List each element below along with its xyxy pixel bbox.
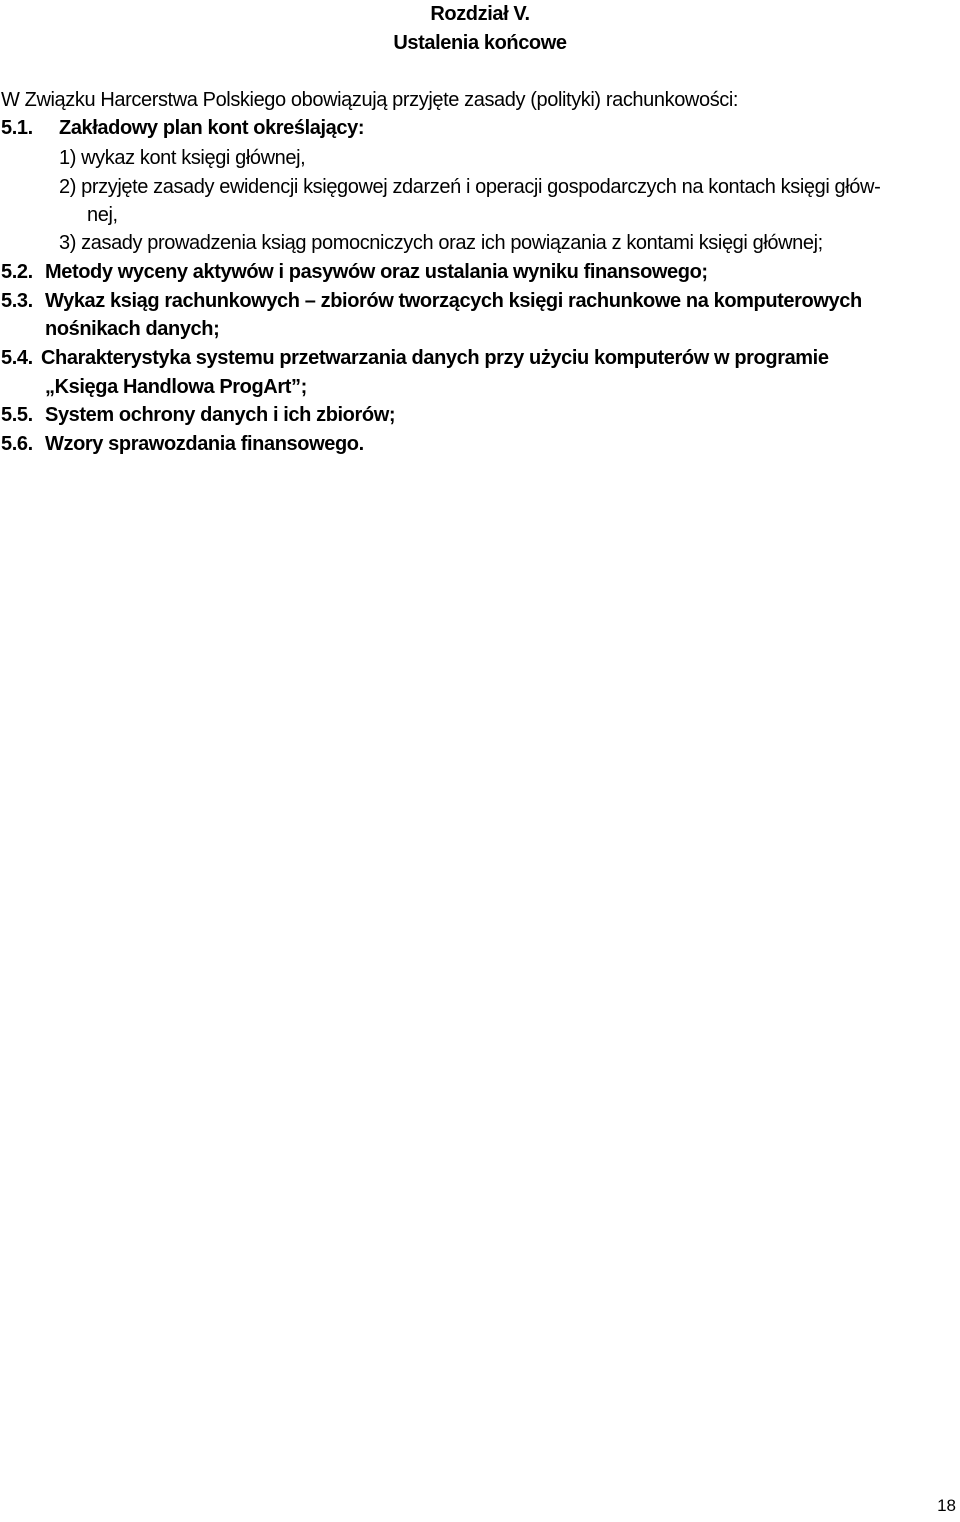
chapter-subtitle: Ustalenia końcowe [393,32,567,54]
page-number: 18 [937,1496,956,1515]
list-item-number: 5.5. [1,404,33,426]
list-item-text: System ochrony danych i ich zbiorów; [45,404,396,426]
list-item-number: 5.2. [1,261,33,283]
chapter-title: Rozdział V. [430,3,530,25]
list-item-5-4-continuation: „Księga Handlowa ProgArt”; [45,376,307,398]
list-item-text: Zakładowy plan kont określający: [59,117,365,139]
sub-item-2: 2) przyjęte zasady ewidencji księgowej zdarzeń i operacji gospodarczych na kontach księgi głów- [59,176,881,198]
list-item-5-1 [1,116,364,140]
list-item-5-6 [1,432,364,456]
sub-item-3: 3) zasady prowadzenia ksiąg pomocniczych oraz ich powiązania z kontami księgi głównej; [59,232,823,254]
list-item-5-3 [1,289,862,313]
list-item-5-5 [1,403,395,427]
list-item-text: Wykaz ksiąg rachunkowych – zbiorów tworzących księgi rachunkowe na komputerowych [45,290,862,312]
list-item-text: Charakterystyka systemu przetwarzania danych przy użyciu komputerów w programie [41,347,829,369]
list-item-number: 5.1. [1,117,33,139]
list-item-5-3-continuation: nośnikach danych; [45,318,220,340]
sub-item-2-continuation: nej, [87,204,118,226]
list-item-5-2 [1,260,708,284]
sub-item-1: 1) wykaz kont księgi głównej, [59,147,306,169]
list-item-5-4 [1,346,829,370]
list-item-text: Wzory sprawozdania finansowego. [45,433,364,455]
list-item-number: 5.3. [1,290,33,312]
list-item-number: 5.4. [1,347,33,369]
intro-paragraph: W Związku Harcerstwa Polskiego obowiązują przyjęte zasady (polityki) rachunkowości: [1,89,739,111]
list-item-text: Metody wyceny aktywów i pasywów oraz ustalania wyniku finansowego; [45,261,708,283]
list-item-number: 5.6. [1,433,33,455]
